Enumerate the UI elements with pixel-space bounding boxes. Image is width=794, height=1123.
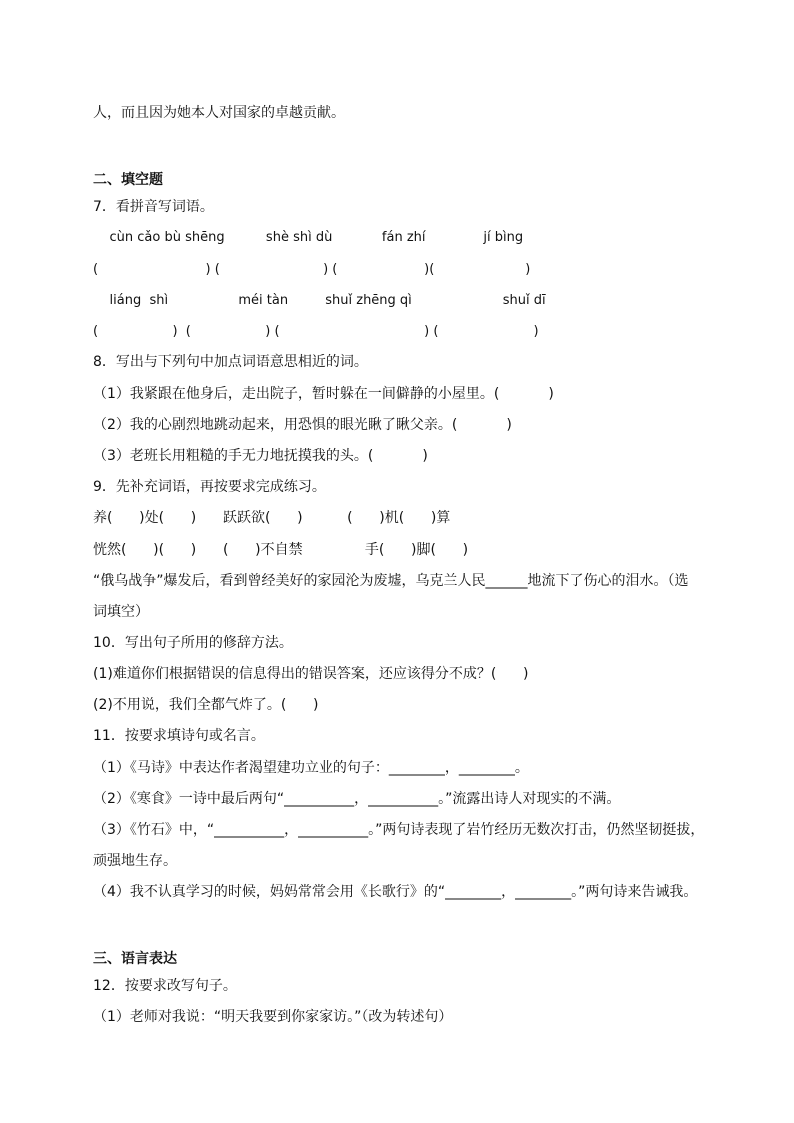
q10-prompt: 10．写出句子所用的修辞方法。: [93, 635, 293, 651]
q8-item-2: （2）我的心剧烈地跳动起来，用恐惧的眼光瞅了瞅父亲。( ): [93, 417, 512, 433]
q9-sentence: “俄乌战争”爆发后，看到曾经美好的家园沦为废墟，乌克兰人民______地流下了伤心的泪水。（选: [93, 573, 689, 589]
section-title-fill-blank: 二、填空题: [93, 172, 163, 188]
q9-prompt: 9．先补充词语，再按要求完成练习。: [93, 479, 326, 495]
q7-prompt: 7．看拼音写词语。: [93, 199, 214, 215]
q11-item-2: （2）《寒食》一诗中最后两句“__________，__________。”流露出诗人对现实的不满。: [93, 791, 621, 807]
q8-item-1: （1）我紧跟在他身后，走出院子，暂时躲在一间僻静的小屋里。( ): [93, 386, 554, 402]
q9-sentence-cont: 词填空）: [93, 604, 149, 620]
q7-blanks-row2: ( ) ( ) ( ) ( ): [93, 324, 539, 339]
q12-prompt: 12．按要求改写句子。: [93, 978, 237, 994]
q12-item-1: （1）老师对我说：“明天我要到你家家访。”（改为转述句）: [93, 1009, 453, 1025]
q7-pinyin-row2: liáng shì méi tàn shuǐ zhēng qì shuǐ dī: [93, 293, 546, 308]
q8-prompt: 8．写出与下列句中加点词语意思相近的词。: [93, 354, 368, 370]
q7-pinyin-row1: cùn cǎo bù shēng shè shì dù fán zhí jí bìng: [93, 230, 524, 245]
q11-item-1: （1）《马诗》中表达作者渴望建功立业的句子：________，________。: [93, 760, 529, 776]
q11-item-4: （4）我不认真学习的时候，妈妈常常会用《长歌行》的“________，________。”两句诗来告诫我。: [93, 884, 698, 900]
q10-item-1: (1)难道你们根据错误的信息得出的错误答案，还应该得分不成？( ): [93, 666, 529, 682]
q7-blanks-row1: ( ) ( ) ( )( ): [93, 262, 531, 277]
q9-row2: 恍然( )( ) ( )不自禁 手( )脚( ): [93, 542, 469, 558]
q10-item-2: (2)不用说，我们全都气炸了。( ): [93, 697, 319, 713]
q8-item-3: （3）老班长用粗糙的手无力地抚摸我的头。( ): [93, 448, 428, 464]
q9-row1: 养( )处( ) 跃跃欲( ) ( )机( )算: [93, 510, 451, 526]
q11-item-3: （3）《竹石》中，“__________，__________。”两句诗表现了岩竹经历无数次打击，仍然坚韧挺拔，: [93, 822, 705, 838]
q11-item-3-cont: 顽强地生存。: [93, 853, 177, 869]
q11-prompt: 11．按要求填诗句或名言。: [93, 728, 265, 744]
section-title-language-expression: 三、语言表达: [93, 951, 177, 967]
continued-text: 人，而且因为她本人对国家的卓越贡献。: [93, 105, 345, 121]
